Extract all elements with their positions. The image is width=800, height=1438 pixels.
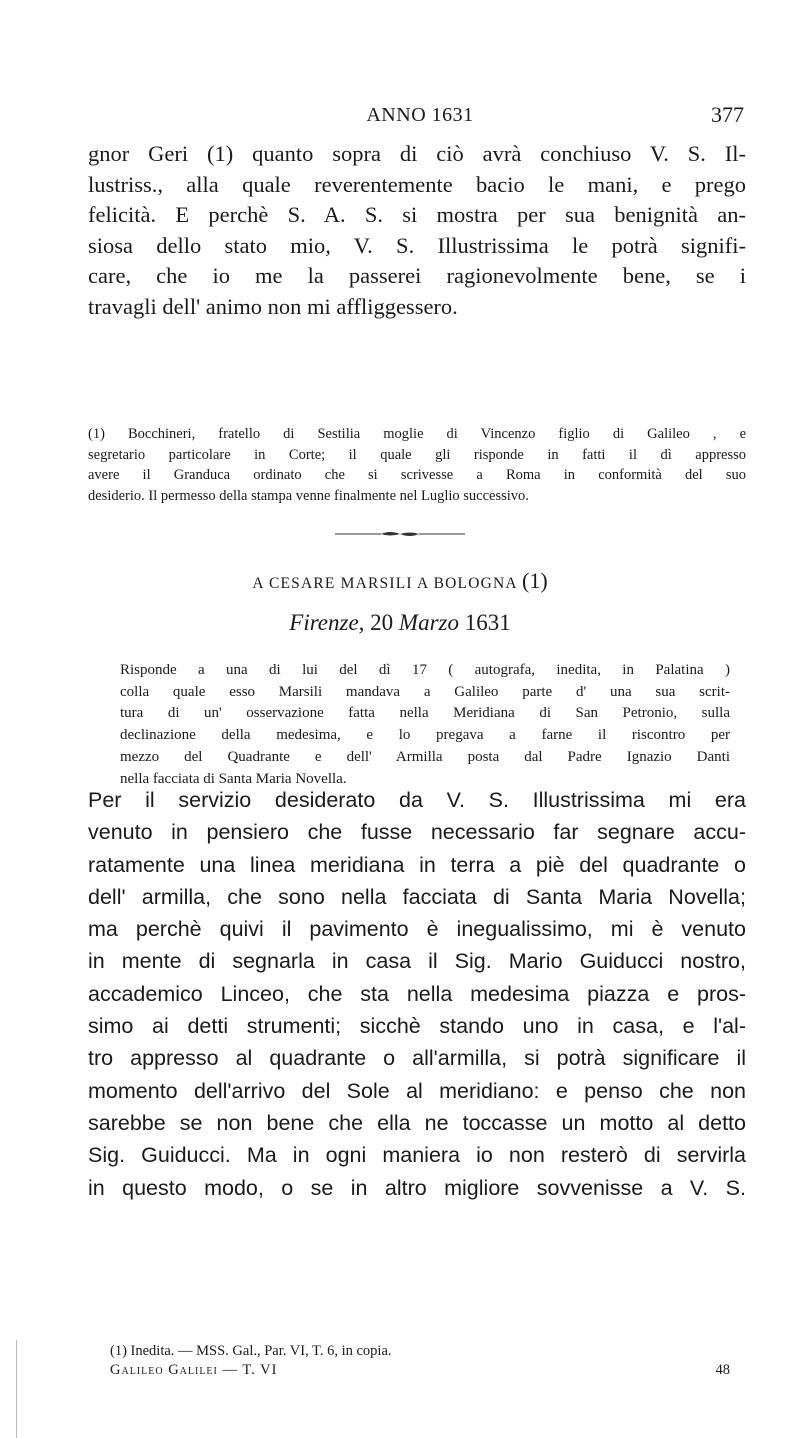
- footnote-line: desiderio. Il permesso della stampa venne finalmente nel Luglio successivo.: [88, 487, 529, 504]
- letter-addressee: A CESARE MARSILI A BOLOGNA: [252, 575, 517, 592]
- abstract-line: mezzo del Quadrante e dell' Armilla posta dal Padre Ignazio Danti: [120, 748, 730, 765]
- text-line: care, che io me la passerei ragionevolmente bene, se i: [88, 263, 746, 288]
- footnote-line: segretario particolare in Corte; il quale gli risponde in fatti il dì appresso: [88, 446, 746, 463]
- text-line: sarebbe se non bene che ella ne toccasse un motto al detto: [88, 1110, 746, 1135]
- text-line: in mente di segnarla in casa il Sig. Mario Guiducci nostro,: [88, 949, 746, 974]
- running-title: ANNO 1631: [366, 104, 474, 126]
- abstract-line: nella facciata di Santa Maria Novella.: [120, 770, 347, 787]
- previous-letter-text: [88, 139, 746, 322]
- abstract-line: colla quale esso Marsili mandava a Galileo parte d' una sua scrit-: [120, 683, 730, 700]
- signature-sheet-number: 48: [715, 1362, 730, 1378]
- abstract-line: tura di un' osservazione fatta nella Meridiana di San Petronio, sulla: [120, 705, 730, 722]
- page-number: 377: [711, 102, 744, 127]
- letter-footnote-text: (1) Inedita. — MSS. Gal., Par. VI, T. 6, in copia.: [110, 1343, 392, 1359]
- text-line: Sig. Guiducci. Ma in ogni maniera io non resterò di servirla: [88, 1143, 746, 1168]
- footnote-line: avere il Granduca ordinato che si scrivesse a Roma in conformità del suo: [88, 467, 746, 483]
- text-line: lustriss., alla quale reverentemente bacio le mani, e prego: [88, 171, 746, 197]
- text-line: siosa dello stato mio, V. S. Illustrissima le potrà signifi-: [88, 232, 746, 258]
- page-edge-line: [16, 1340, 17, 1438]
- text-line: venuto in pensiero che fusse necessario far segnare accu-: [88, 820, 746, 845]
- text-line: simo ai detti strumenti; sicchè stando uno in casa, e l'al-: [88, 1014, 746, 1039]
- text-line: ratamente una linea meridiana in terra a piè del quadrante o: [88, 852, 746, 877]
- previous-footnote: [88, 424, 746, 506]
- text-line: felicità. E perchè S. A. S. si mostra per sua benignità an-: [88, 202, 746, 227]
- letter-body-text: [88, 784, 746, 1204]
- footnote-line: (1) Bocchineri, fratello di Sestilia moglie di Vincenzo figlio di Galileo , e: [88, 426, 746, 442]
- text-line: accademico Linceo, che sta nella medesima piazza e pros-: [88, 981, 746, 1006]
- letter-note-reference: (1): [522, 568, 548, 593]
- ornamental-divider: [335, 530, 465, 538]
- letter-place: Firenze,: [289, 610, 365, 635]
- letter-date: [0, 610, 800, 636]
- text-line: in questo modo, o se in altro migliore sovvenisse a V. S.: [88, 1175, 746, 1200]
- previous-letter-ending: [88, 139, 746, 322]
- signature-mark: Galileo Galilei — T. VI: [110, 1362, 278, 1378]
- footnote-text: [88, 424, 746, 506]
- text-line: tro appresso al quadrante o all'armilla, si potrà significare il: [88, 1046, 746, 1071]
- letter-body: [88, 784, 746, 1204]
- printer-signature: [110, 1362, 730, 1379]
- text-line: Per il servizio desiderato da V. S. Illustrissima mi era: [88, 788, 746, 812]
- abstract-line: declinazione della medesima, e lo pregava a farne il riscontro per: [120, 727, 730, 744]
- abstract-text: [120, 660, 730, 790]
- letter-year: 1631: [464, 610, 511, 635]
- letter-month: Marzo: [398, 610, 459, 635]
- text-line: gnor Geri (1) quanto sopra di ciò avrà conchiuso V. S. Il-: [88, 141, 746, 166]
- page-header: [90, 100, 750, 134]
- letter-abstract: [120, 660, 730, 790]
- text-line: dell' armilla, che sono nella facciata di Santa Maria Novella;: [88, 884, 746, 909]
- abstract-line: Risponde a una di lui del dì 17 ( autografa, inedita, in Palatina ): [120, 662, 730, 678]
- text-line: ma perchè quivi il pavimento è inegualissimo, mi è venuto: [88, 917, 746, 942]
- letter-heading: [0, 568, 800, 594]
- letter-day: 20: [370, 610, 394, 635]
- text-line: momento dell'arrivo del Sole al meridiano: e penso che non: [88, 1078, 746, 1103]
- letter-footnote: [110, 1341, 740, 1361]
- text-line: travagli dell' animo non mi affliggessero.: [88, 293, 458, 319]
